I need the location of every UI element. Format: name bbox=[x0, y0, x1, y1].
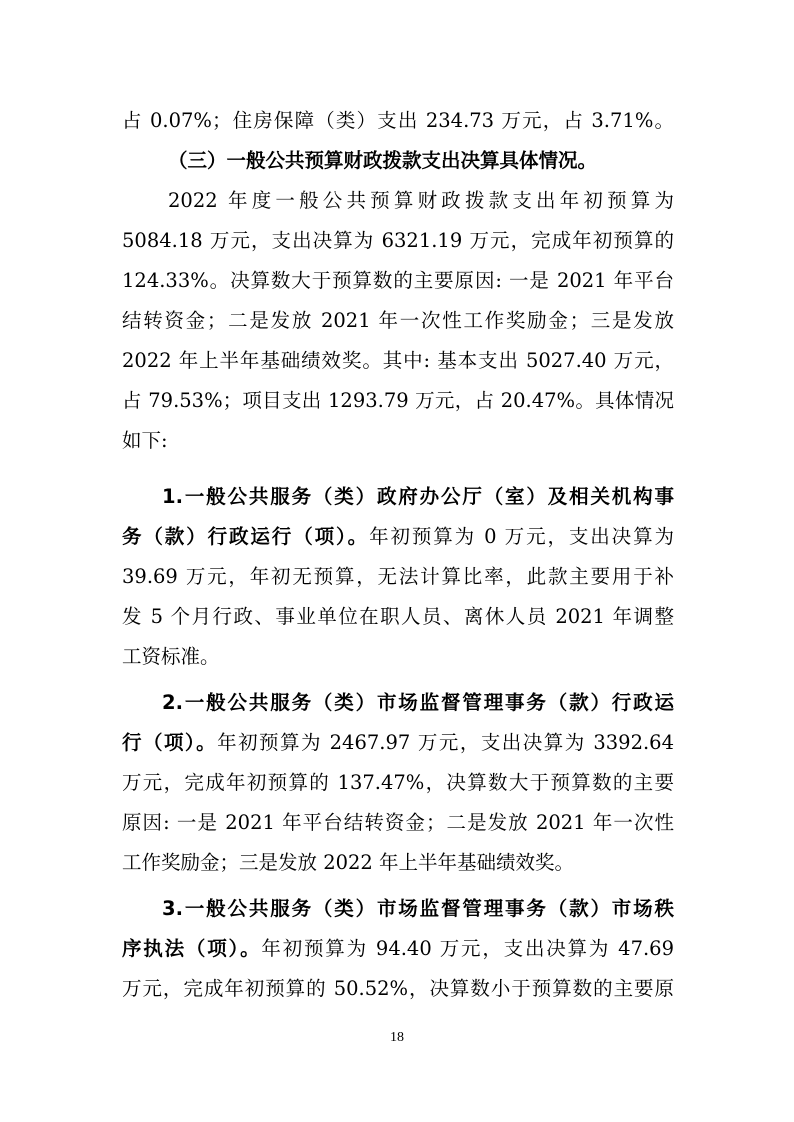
paragraph-line: 如下: bbox=[122, 429, 168, 452]
paragraph-line: 结转资金；二是发放 2021 年一次性工作奖励金；三是发放 bbox=[122, 309, 674, 332]
item-heading-line: 1.一般公共服务（类）政府办公厅（室）及相关机构事 bbox=[162, 485, 674, 508]
paragraph-line: 发 5 个月行政、事业单位在职人员、离休人员 2021 年调整 bbox=[122, 605, 674, 628]
paragraph-line: 占 79.53%；项目支出 1293.79 万元，占 20.47%。具体情况 bbox=[122, 389, 674, 412]
item-heading-line: 3.一般公共服务（类）市场监督管理事务（款）市场秩 bbox=[162, 897, 674, 920]
paragraph-line: 序执法（项）。年初预算为 94.40 万元，支出决算为 47.69 bbox=[122, 937, 674, 960]
section-heading: （三）一般公共预算财政拨款支出决算具体情况。 bbox=[168, 149, 598, 172]
page-number: 18 bbox=[390, 1030, 404, 1045]
item-heading-line: 2.一般公共服务（类）市场监督管理事务（款）行政运 bbox=[162, 691, 674, 714]
paragraph-line: 124.33%。决算数大于预算数的主要原因: 一是 2021 年平台 bbox=[122, 269, 674, 292]
paragraph-line: 占 0.07%；住房保障（类）支出 234.73 万元，占 3.71%。 bbox=[122, 109, 674, 132]
paragraph-line: 务（款）行政运行（项）。年初预算为 0 万元，支出决算为 bbox=[122, 525, 674, 548]
paragraph-line: 万元，完成年初预算的 50.52%，决算数小于预算数的主要原 bbox=[122, 977, 674, 1000]
paragraph-line: 工资标准。 bbox=[122, 645, 220, 668]
paragraph-line: 万元，完成年初预算的 137.47%，决算数大于预算数的主要 bbox=[122, 771, 674, 794]
paragraph-line: 2022 年上半年基础绩效奖。其中: 基本支出 5027.40 万元， bbox=[122, 349, 674, 372]
paragraph-line: 2022 年度一般公共预算财政拨款支出年初预算为 bbox=[168, 189, 674, 212]
paragraph-line: 39.69 万元，年初无预算，无法计算比率，此款主要用于补 bbox=[122, 565, 674, 588]
paragraph-line: 5084.18 万元，支出决算为 6321.19 万元，完成年初预算的 bbox=[122, 229, 674, 252]
paragraph-line: 工作奖励金；三是发放 2022 年上半年基础绩效奖。 bbox=[122, 851, 575, 874]
paragraph-line: 行（项）。年初预算为 2467.97 万元，支出决算为 3392.64 bbox=[122, 731, 674, 754]
paragraph-line: 原因: 一是 2021 年平台结转资金；二是发放 2021 年一次性 bbox=[122, 811, 674, 834]
